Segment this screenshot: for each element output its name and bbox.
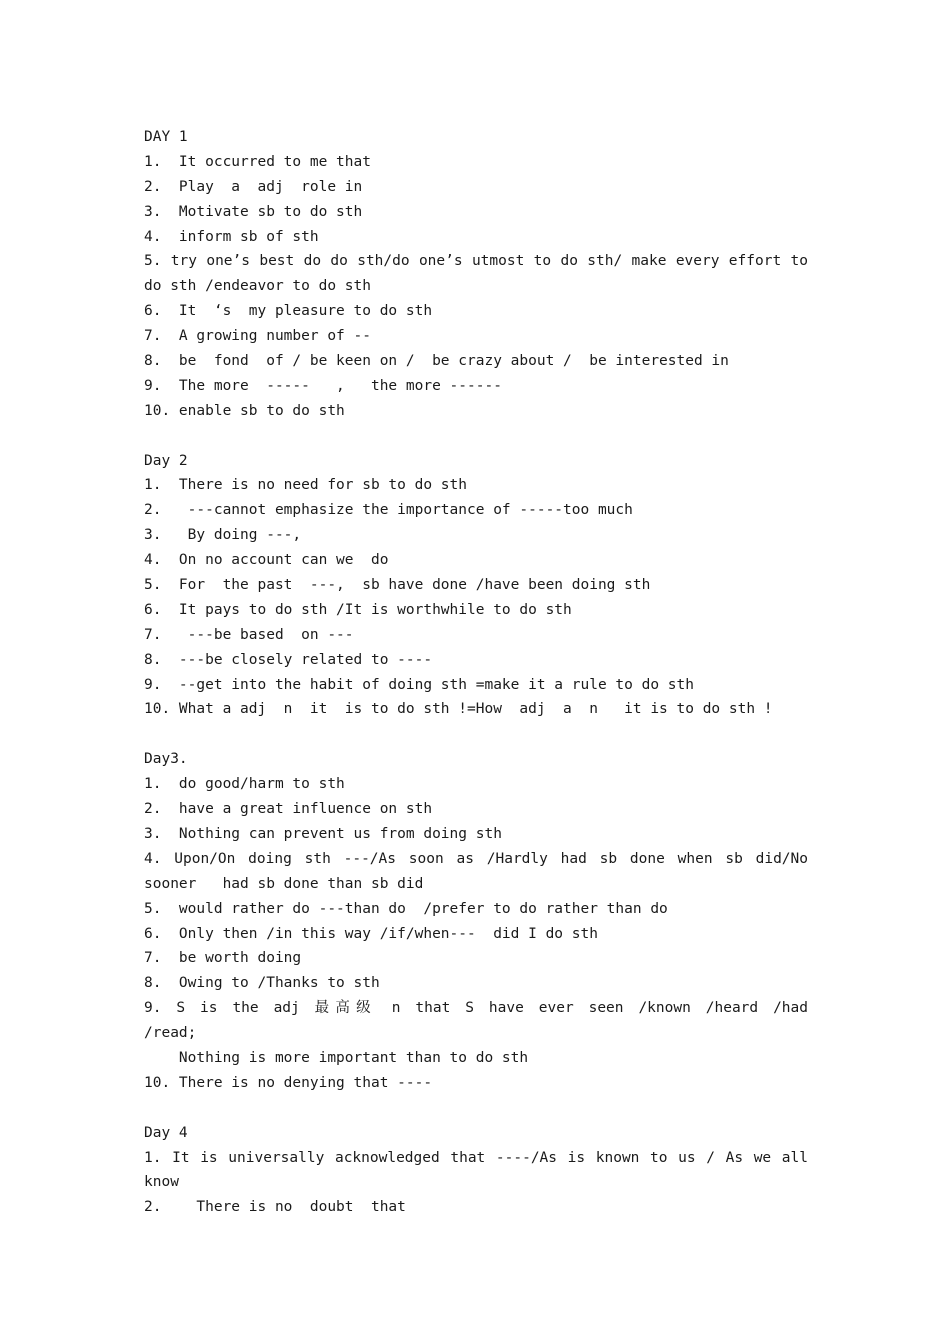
list-item: 8. ---be closely related to ---- (144, 651, 433, 668)
section-spacer (144, 424, 808, 449)
list-item-continuation: /read; (144, 1025, 197, 1042)
list-item: 2. have a great influence on sth (144, 801, 433, 818)
list-item: 9. The more ----- , the more ------ (144, 377, 502, 394)
list-item-continuation: know (144, 1174, 179, 1191)
list-item: 4. inform sb of sth (144, 228, 319, 245)
list-item: 2. There is no doubt that (144, 1199, 406, 1216)
list-item: 4. On no account can we do (144, 552, 389, 569)
list-item: 1. do good/harm to sth (144, 776, 345, 793)
list-item: 2. Play a adj role in (144, 178, 363, 195)
section-spacer (144, 722, 808, 747)
list-item: 5. try one’s best do do sth/do one’s utmost to do sth/ make every effort to (144, 253, 808, 270)
list-item: 7. A growing number of -- (144, 328, 371, 345)
section-spacer (144, 1096, 808, 1121)
section-heading-day-4: Day 4 (144, 1124, 188, 1141)
list-item: 4. Upon/On doing sth ---/As soon as /Hardly had sb done when sb did/No (144, 850, 808, 867)
list-item: 3. Motivate sb to do sth (144, 203, 363, 220)
list-item: 10. enable sb to do sth (144, 402, 345, 419)
list-item: 6. It ‘s my pleasure to do sth (144, 303, 433, 320)
list-item: 10. There is no denying that ---- (144, 1074, 433, 1091)
list-item-continuation: sooner had sb done than sb did (144, 875, 424, 892)
list-item-continuation: Nothing is more important than to do sth (144, 1049, 529, 1066)
list-item: 9. S is the adj 最高级 n that S have ever seen /known /heard /had (144, 1000, 808, 1017)
list-item: 5. For the past ---, sb have done /have been doing sth (144, 577, 651, 594)
section-heading-day-3: Day3. (144, 751, 188, 768)
list-item: 6. It pays to do sth /It is worthwhile to do sth (144, 601, 572, 618)
list-item: 8. be fond of / be keen on / be crazy about / be interested in (144, 353, 729, 370)
list-item: 1. It is universally acknowledged that ----/As is known to us / As we all (144, 1149, 808, 1166)
list-item: 8. Owing to /Thanks to sth (144, 975, 380, 992)
list-item: 3. Nothing can prevent us from doing sth (144, 825, 502, 842)
list-item: 1. There is no need for sb to do sth (144, 477, 468, 494)
list-item: 7. be worth doing (144, 950, 302, 967)
document-body (144, 125, 808, 1220)
list-item: 7. ---be based on --- (144, 626, 354, 643)
list-item-continuation: do sth /endeavor to do sth (144, 278, 371, 295)
section-heading-day-1: DAY 1 (144, 129, 188, 145)
list-item: 9. --get into the habit of doing sth =make it a rule to do sth (144, 676, 694, 693)
list-item: 2. ---cannot emphasize the importance of -----too much (144, 502, 633, 519)
list-item: 5. would rather do ---than do /prefer to do rather than do (144, 900, 668, 917)
section-heading-day-2: Day 2 (144, 452, 188, 469)
list-item: 3. By doing ---, (144, 527, 302, 544)
list-item: 10. What a adj n it is to do sth !=How adj a n it is to do sth ! (144, 701, 773, 718)
list-item: 1. It occurred to me that (144, 153, 371, 170)
list-item: 6. Only then /in this way /if/when--- did I do sth (144, 925, 598, 942)
